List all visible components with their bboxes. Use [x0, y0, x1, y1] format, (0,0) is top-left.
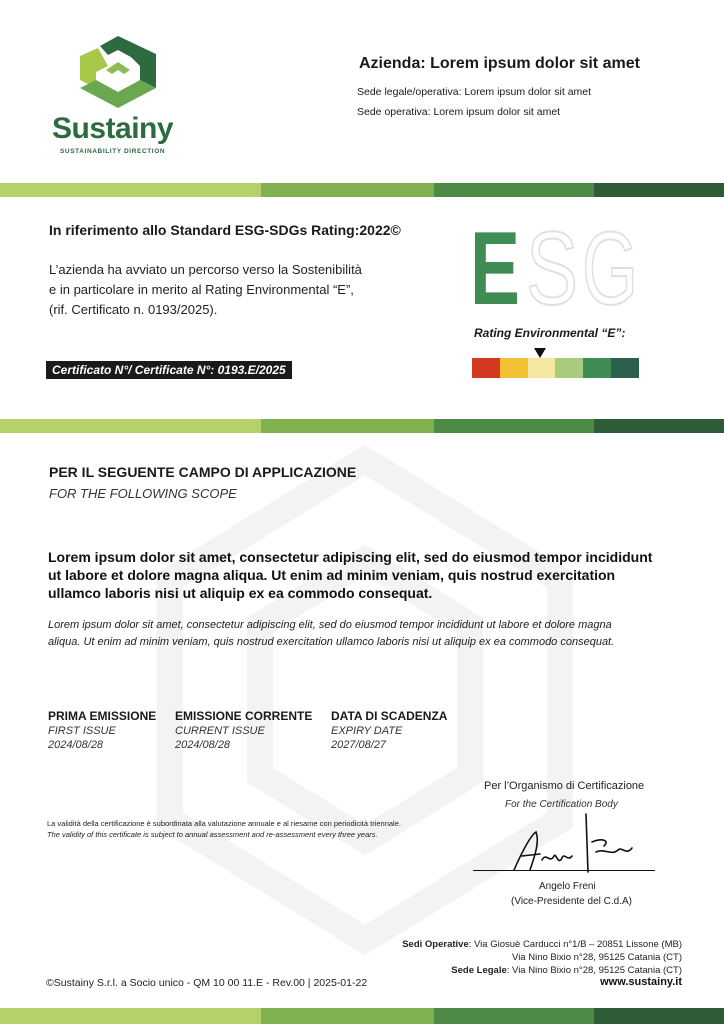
- rating-scale-bar: [472, 358, 639, 378]
- scope-description: [48, 548, 688, 602]
- copyright-notice: ©Sustainy S.r.l. a Socio unico - QM 10 00 11.E - Rev.00 | 2025-01-22: [46, 977, 368, 989]
- company-logo: [52, 36, 202, 161]
- reference-line: L’azienda ha avviato un percorso verso la Sostenibilità: [49, 262, 362, 277]
- handwritten-signature: [500, 812, 640, 884]
- certification-body-label-en: For the Certification Body: [505, 799, 618, 810]
- reference-line: e in particolare in merito al Rating Environmental “E”,: [49, 282, 354, 297]
- company-title: Azienda: Lorem ipsum dolor sit amet: [359, 55, 640, 72]
- rating-segment: [500, 358, 528, 378]
- address-label: Sede Legale: [451, 965, 507, 976]
- validity-note: [47, 818, 401, 840]
- address-text: : Via Nino Bixio n°28, 95125 Catania (CT): [506, 965, 682, 976]
- certificate-number: Certificato N°/ Certificate N°: 0193.E/2025: [46, 361, 292, 379]
- address-label: Sedi Operative: [402, 939, 469, 950]
- scope-description-en: [48, 617, 688, 651]
- scope-line: ut labore et dolore magna aliqua. Ut enim ad minim veniam, quis nostrud exercitation: [48, 567, 616, 583]
- address-text: : Via Giosuè Carducci n°1/B – 20851 Lissone (MB): [468, 939, 682, 950]
- logo-tagline: SUSTAINABILITY DIRECTION: [60, 148, 166, 155]
- legal-address: [451, 965, 682, 976]
- date-label-en: CURRENT ISSUE: [175, 725, 265, 737]
- divider-stripe: [0, 183, 724, 197]
- esg-letter-s: S: [526, 211, 578, 327]
- date-label-en: EXPIRY DATE: [331, 725, 403, 737]
- website-link[interactable]: www.sustainy.it: [600, 976, 682, 988]
- company-legal-seat: Sede legale/operativa: Lorem ipsum dolor sit amet: [357, 86, 592, 98]
- scope-line: Lorem ipsum dolor sit amet, consectetur adipiscing elit, sed do eiusmod tempor incididunt: [48, 549, 653, 565]
- sustainy-logo-icon: [78, 36, 158, 108]
- esg-letter-g: G: [582, 211, 638, 327]
- validity-it: La validità della certificazione è subordinata alla valutazione annuale e al riesame con periodicità triennale.: [47, 819, 401, 828]
- rating-segment: [555, 358, 583, 378]
- scope-subtitle: FOR THE FOLLOWING SCOPE: [49, 486, 237, 501]
- logo-wordmark: Sustainy: [52, 112, 174, 145]
- rating-marker-icon: [534, 348, 546, 358]
- date-value: 2024/08/28: [175, 739, 231, 751]
- signer-name: Angelo Freni: [539, 881, 596, 892]
- date-label-en: FIRST ISSUE: [48, 725, 116, 737]
- operating-address-1: [402, 939, 682, 950]
- rating-segment: [611, 358, 639, 378]
- standard-reference-title: In riferimento allo Standard ESG-SDGs Rating:2022©: [49, 222, 401, 238]
- rating-segment: [583, 358, 611, 378]
- footer-stripe: [0, 1008, 724, 1024]
- date-value: 2024/08/28: [48, 739, 104, 751]
- reference-body: [49, 260, 362, 320]
- signer-role: (Vice-Presidente del C.d.A): [511, 896, 632, 907]
- scope-title: PER IL SEGUENTE CAMPO DI APPLICAZIONE: [49, 464, 357, 480]
- signature-line: [473, 870, 655, 871]
- divider-stripe: [0, 419, 724, 433]
- rating-segment: [528, 358, 556, 378]
- rating-segment: [472, 358, 500, 378]
- first-issue: [48, 709, 156, 751]
- validity-en: The validity of this certificate is subject to annual assessment and re-assessment every three years.: [47, 830, 378, 839]
- date-label: PRIMA EMISSIONE: [48, 709, 157, 723]
- operating-address-2: Via Nino Bixio n°28, 95125 Catania (CT): [512, 952, 682, 963]
- scope-line: ullamco laboris nisi ut aliquip ex ea commodo consequat.: [48, 585, 433, 601]
- reference-line: (rif. Certificato n. 0193/2025).: [49, 302, 218, 317]
- date-value: 2027/08/27: [331, 739, 387, 751]
- company-operating-seat: Sede operativa: Lorem ipsum dolor sit amet: [357, 106, 561, 118]
- scope-line: Lorem ipsum dolor sit amet, consectetur adipiscing elit, sed do eiusmod tempor incididunt ut labore et dolore magna: [48, 619, 612, 631]
- current-issue: [175, 709, 312, 751]
- certification-body-label: Per l’Organismo di Certificazione: [484, 780, 645, 792]
- date-label: EMISSIONE CORRENTE: [175, 709, 313, 723]
- scope-line: aliqua. Ut enim ad minim veniam, quis nostrud exercitation ullamco laboris nisi ut aliquip ex ea commodo consequat.: [48, 636, 615, 648]
- expiry-date: [331, 709, 447, 751]
- esg-letters: [470, 211, 640, 327]
- rating-label: Rating Environmental “E”:: [474, 326, 626, 340]
- esg-letter-e: E: [470, 211, 520, 327]
- date-label: DATA DI SCADENZA: [331, 709, 448, 723]
